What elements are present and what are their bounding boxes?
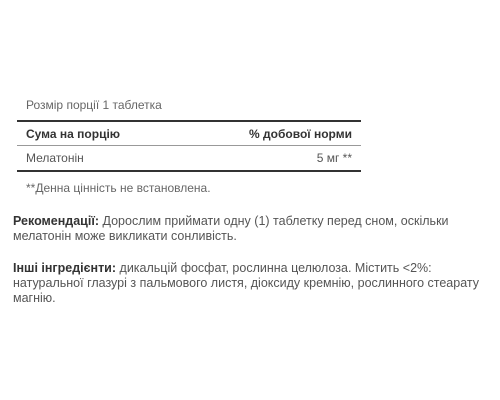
recommendations-text: Дорослим приймати одну (1) таблетку перед сном, оскільки мелатонін може викликати сонливість. [13,214,449,243]
facts-bottom-divider [17,170,361,172]
nutrient-amount: 5 мг ** [316,151,352,165]
recommendations-label: Рекомендації: [13,214,100,228]
other-ingredients-paragraph [13,261,483,306]
nutrient-row [17,146,361,170]
serving-size: Розмір порції 1 таблетка [26,98,162,112]
recommendations-paragraph [13,214,483,244]
daily-value-header: % добової норми [249,126,352,141]
facts-header-row [17,122,361,145]
nutrient-name: Мелатонін [26,151,84,165]
supplement-facts-panel [17,98,361,195]
other-ingredients-label: Інші інгредієнти: [13,261,117,275]
amount-per-serving-header: Сума на порцію [26,126,121,141]
daily-value-footnote: **Денна цінність не встановлена. [26,181,211,195]
other-ingredients-text: дикальцій фосфат, рослинна целюлоза. Містить <2%: натуральної глазурі з пальмового листя, діоксиду кремнію, рослинного стеарату магнію. [13,261,479,305]
